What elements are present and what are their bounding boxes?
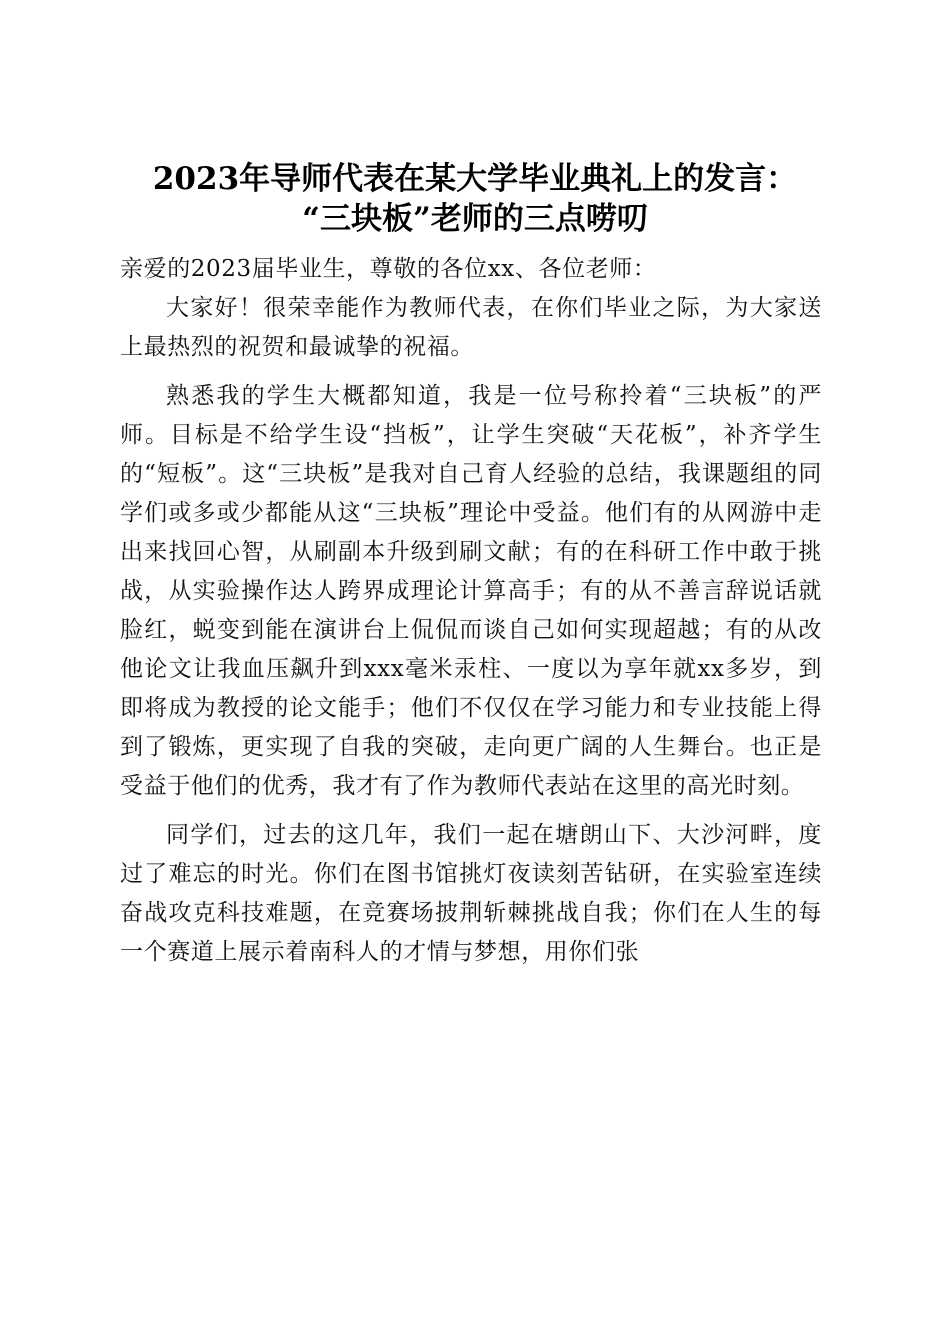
salutation: 亲爱的2023届毕业生，尊敬的各位xx、各位老师： bbox=[120, 256, 657, 282]
paragraph-greeting: 大家好！很荣幸能作为教师代表，在你们毕业之际，为大家送上最热烈的祝贺和最诚挚的祝福。 bbox=[120, 295, 822, 360]
paragraph-memories: 同学们，过去的这几年，我们一起在塘朗山下、大沙河畔，度过了难忘的时光。你们在图书馆挑灯夜读刻苦钻研，在实验室连续奋战攻克科技难题，在竞赛场披荆斩棘挑战自我；你们在人生的每一个赛道上展示着南科人的才情与梦想，用你们张 bbox=[120, 822, 822, 965]
title-line-2: “三块板”老师的三点唠叨 bbox=[302, 200, 648, 237]
title-line-1: 2023年导师代表在某大学毕业典礼上的发言： bbox=[152, 160, 798, 197]
document-title bbox=[120, 159, 830, 239]
paragraph-three-boards: 熟悉我的学生大概都知道，我是一位号称拎着“三块板”的严师。目标是不给学生设“挡板”，让学生突破“天花板”，补齐学生的“短板”。这“三块板”是我对自己育人经验的总结，我课题组的同学们或多或少都能从这“三块板”理论中受益。他们有的从网游中走出来找回心智，从刷副本升级到刷文献；有的在科研工作中敢于挑战，从实验操作达人跨界成理论计算高手；有的从不善言辞说话就脸红，蜕变到能在演讲台上侃侃而谈自己如何实现超越；有的从改他论文让我血压飙升到xxx毫米汞柱、一度以为享年就xx多岁，到即将成为教授的论文能手；他们不仅仅在学习能力和专业技能上得到了锻炼，更实现了自我的突破，走向更广阔的人生舞台。也正是受益于他们的优秀，我才有了作为教师代表站在这里的高光时刻。 bbox=[120, 383, 822, 799]
speech-body bbox=[120, 250, 822, 982]
